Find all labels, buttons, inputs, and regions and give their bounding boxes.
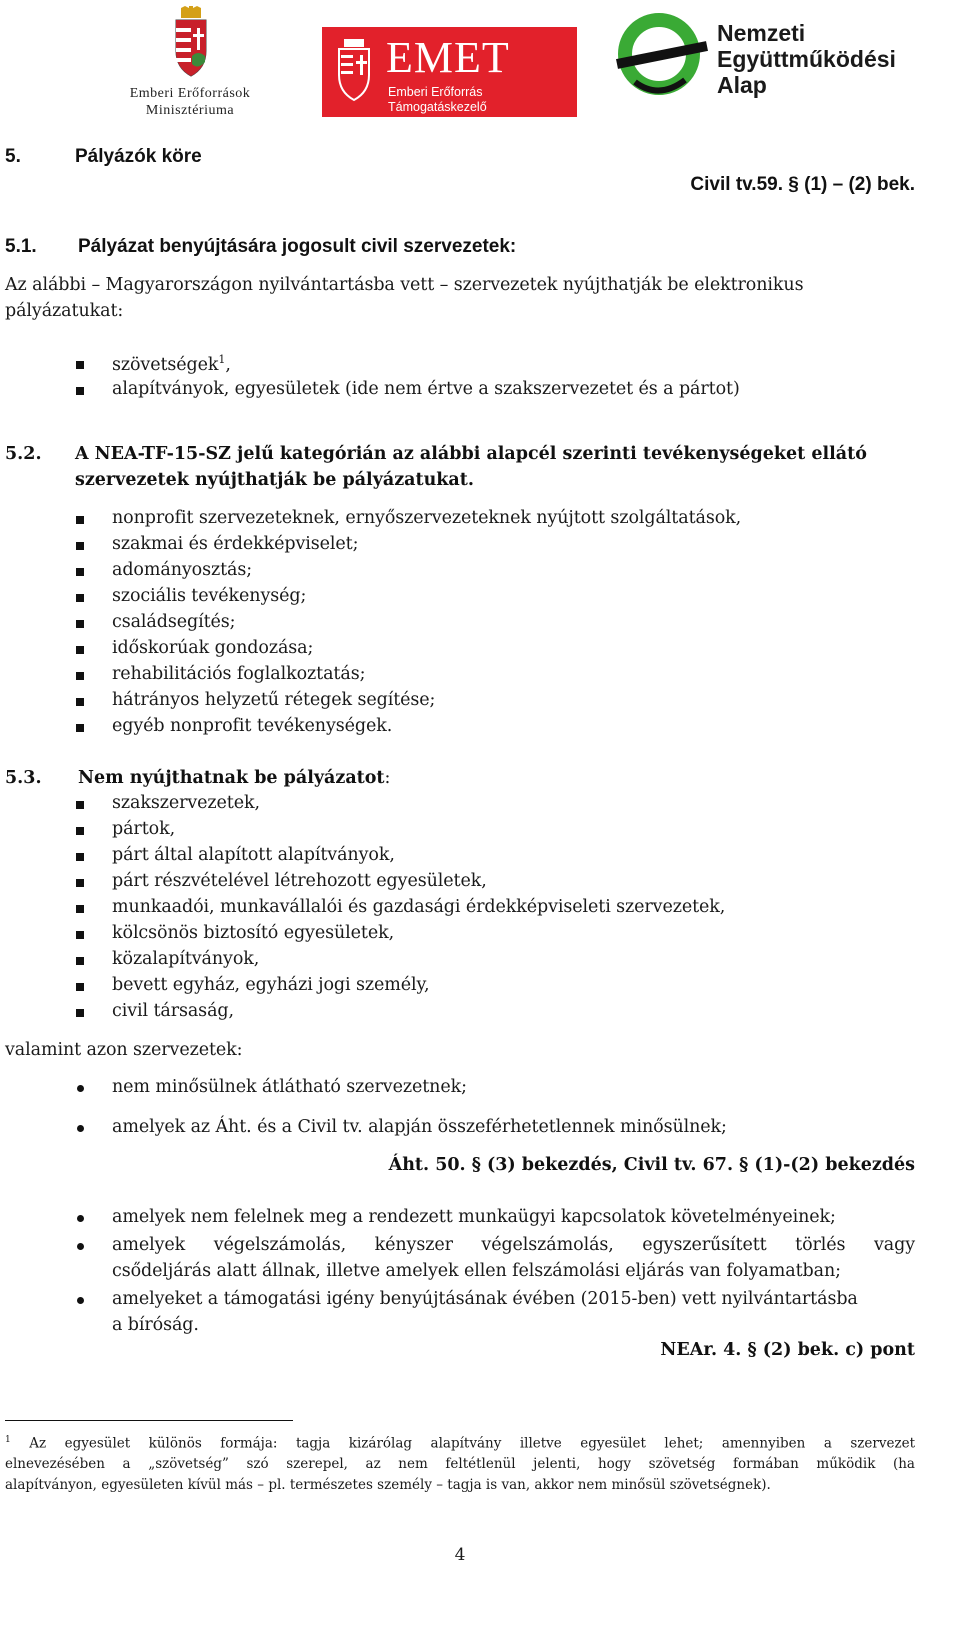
emet-subtitle-line1: Emberi Erőforrás <box>388 85 483 99</box>
list-item-continuation: a bíróság. <box>112 1315 199 1335</box>
bullet-dot-icon <box>77 1297 84 1304</box>
footnote-line2: elnevezésében a „szövetség” szó szerepel, az nem feltétlenül jelenti, hogy szövetség formában működik (ha <box>5 1456 915 1472</box>
bullet-square-icon <box>76 620 84 628</box>
section-5-2-title-line2: szervezetek nyújthatják be pályázatukat. <box>75 470 474 490</box>
legal-reference-1: Áht. 50. § (3) bekezdés, Civil tv. 67. § (1)-(2) bekezdés <box>388 1155 915 1175</box>
list-item: szövetségek$^1$, <box>112 353 231 375</box>
footnote-line1: $^1$ Az egyesület különös formája: tagja kizárólag alapítvány illetve egyesület lehet; amennyiben a szervezet <box>5 1435 915 1452</box>
list-item: alapítványok, egyesületek (ide nem értve a szakszervezetet és a pártot) <box>112 379 740 399</box>
hungarian-coat-of-arms-icon <box>171 6 211 81</box>
list-item: szakszervezetek, <box>112 793 260 813</box>
nea-logo <box>615 8 955 118</box>
nea-name-line3: Alap <box>717 72 767 98</box>
footnote-reference[interactable]: 1 <box>218 353 226 366</box>
bullet-square-icon <box>76 827 84 835</box>
emet-crest-icon <box>334 37 374 103</box>
legal-reference-2: NEAr. 4. § (2) bek. c) pont <box>660 1340 915 1360</box>
bullet-dot-icon <box>77 1085 84 1092</box>
bullet-square-icon <box>76 879 84 887</box>
header-logos <box>0 0 960 125</box>
bullet-square-icon <box>76 387 84 395</box>
list-item: párt által alapított alapítványok, <box>112 845 395 865</box>
list-item: civil társaság, <box>112 1001 234 1021</box>
emet-subtitle-line2: Támogatáskezelő <box>388 100 487 114</box>
section-5-1-number: 5.1. <box>5 236 37 257</box>
section-5-number: 5. <box>5 146 21 167</box>
bullet-square-icon <box>76 542 84 550</box>
list-item: hátrányos helyzetű rétegek segítése; <box>112 690 436 710</box>
section-5-title: Pályázók köre <box>75 146 202 167</box>
list-item: időskorúak gondozása; <box>112 638 314 658</box>
list-item: családsegítés; <box>112 612 236 632</box>
bullet-square-icon <box>76 672 84 680</box>
section-5-2-title-line1: A NEA-TF-15-SZ jelű kategórián az alábbi alapcél szerinti tevékenységeket ellátó <box>75 444 867 464</box>
section-5-1-title: Pályázat benyújtására jogosult civil szervezetek: <box>78 236 517 257</box>
bullet-square-icon <box>76 1009 84 1017</box>
bullet-dot-icon <box>77 1215 84 1222</box>
emmi-name-line1: Emberi Erőforrások <box>129 86 251 101</box>
bullet-square-icon <box>76 853 84 861</box>
list-item: munkaadói, munkavállalói és gazdasági érdekképviseleti szervezetek, <box>112 897 726 917</box>
section-5-1-intro-line1: Az alábbi – Magyarországon nyilvántartásba vett – szervezetek nyújthatják be elektronikus <box>5 275 804 295</box>
list-item: szociális tevékenység; <box>112 586 307 606</box>
list-item: amelyek nem felelnek meg a rendezett munkaügyi kapcsolatok követelményeinek; <box>112 1207 836 1227</box>
page-number: 4 <box>454 1545 466 1565</box>
list-item: nem minősülnek átlátható szervezetnek; <box>112 1077 467 1097</box>
list-item: bevett egyház, egyházi jogi személy, <box>112 975 430 995</box>
list-item: szakmai és érdekképviselet; <box>112 534 359 554</box>
section-5-reference: Civil tv.59. § (1) – (2) bek. <box>690 174 915 195</box>
list-item: egyéb nonprofit tevékenységek. <box>112 716 393 736</box>
bullet-square-icon <box>76 724 84 732</box>
list-item: rehabilitációs foglalkoztatás; <box>112 664 366 684</box>
bullet-dot-icon <box>77 1243 84 1250</box>
bullet-square-icon <box>76 801 84 809</box>
list-item: közalapítványok, <box>112 949 260 969</box>
footnote-separator <box>5 1420 293 1421</box>
list-item: amelyek végelszámolás, kényszer végelszámolás, egyszerűsített törlés vagy <box>112 1235 915 1255</box>
also-intro: valamint azon szervezetek: <box>5 1040 243 1060</box>
nea-name-line1: Nemzeti <box>717 20 806 46</box>
bullet-square-icon <box>76 698 84 706</box>
section-5-2-number: 5.2. <box>5 444 42 464</box>
bullet-square-icon <box>76 646 84 654</box>
list-item: pártok, <box>112 819 176 839</box>
section-5-1-intro-line2: pályázatukat: <box>5 301 124 321</box>
section-5-3-title: Nem nyújthatnak be pályázatot: <box>78 768 391 788</box>
emet-name: EMET <box>386 33 510 82</box>
section-5-3-number: 5.3. <box>5 768 42 788</box>
bullet-dot-icon <box>77 1125 84 1132</box>
bullet-square-icon <box>76 568 84 576</box>
emmi-logo <box>105 6 275 121</box>
bullet-square-icon <box>76 957 84 965</box>
footnote-line3: alapítványon, egyesületen kívül más – pl. természetes személy – tagja is van, akkor nem minősül szövetségnek). <box>5 1477 771 1493</box>
bullet-square-icon <box>76 983 84 991</box>
list-item: nonprofit szervezeteknek, ernyőszervezeteknek nyújtott szolgáltatások, <box>112 508 742 528</box>
bullet-square-icon <box>76 516 84 524</box>
nea-name-line2: Együttműködési <box>717 46 896 72</box>
nea-ring-icon <box>615 8 710 108</box>
bullet-square-icon <box>76 361 84 369</box>
list-item: amelyek az Áht. és a Civil tv. alapján összeférhetetlennek minősülnek; <box>112 1117 727 1137</box>
bullet-square-icon <box>76 594 84 602</box>
emet-logo <box>322 27 577 117</box>
bullet-square-icon <box>76 905 84 913</box>
list-item: adományosztás; <box>112 560 253 580</box>
list-item-continuation: csődeljárás alatt állnak, illetve amelyek ellen felszámolási eljárás van folyamatban; <box>112 1261 841 1281</box>
emmi-name-line2: Minisztériuma <box>145 103 235 118</box>
list-item: párt részvételével létrehozott egyesületek, <box>112 871 487 891</box>
list-item: kölcsönös biztosító egyesületek, <box>112 923 395 943</box>
bullet-square-icon <box>76 931 84 939</box>
list-item: amelyeket a támogatási igény benyújtásának évében (2015-ben) vett nyilvántartásba <box>112 1289 858 1309</box>
